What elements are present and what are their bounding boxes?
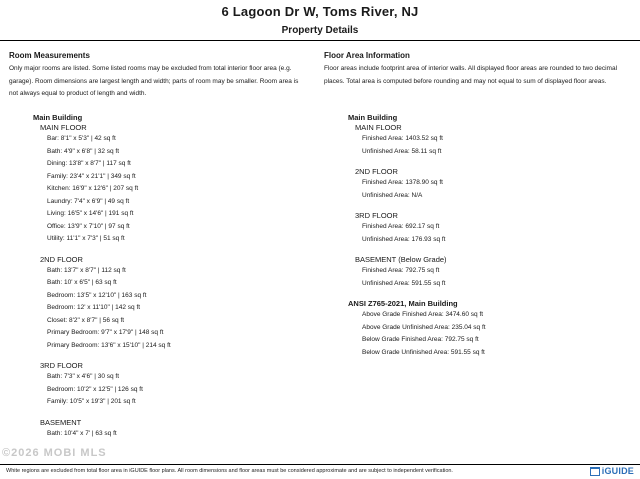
ansi-item: Below Grade Unfinished Area: 591.55 sq ft [362, 348, 485, 356]
page-subtitle: Property Details [281, 25, 359, 36]
iguide-logo [590, 465, 634, 477]
room-item: Closet: 8'2" x 8'7" | 56 sq ft [47, 316, 125, 324]
area-item: Finished Area: 692.17 sq ft [362, 223, 440, 230]
floor-area-building: Main Building [348, 113, 398, 122]
room-floor-group [33, 123, 171, 246]
room-list [33, 113, 171, 440]
ansi-item: Above Grade Finished Area: 3474.60 sq ft [362, 311, 484, 318]
area-item: Unfinished Area: 591.55 sq ft [362, 279, 446, 287]
room-item: Dining: 13'8" x 8'7" | 117 sq ft [47, 160, 131, 167]
floor-area-intro [324, 50, 634, 88]
room-item: Bath: 4'9" x 6'8" | 32 sq ft [47, 147, 120, 155]
room-item: Family: 23'4" x 21'1" | 349 sq ft [47, 172, 136, 180]
footer-disclaimer: White regions are excluded from total floor area in iGUIDE floor plans. All room dimensions and floor areas must be considered approximate and are subject to independent verification. [6, 468, 453, 474]
area-floor-group [348, 167, 486, 202]
room-item: Bedroom: 12' x 11'10" | 142 sq ft [47, 304, 141, 311]
area-floor-name: 3RD FLOOR [355, 211, 398, 220]
room-item: Bath: 13'7" x 8'7" | 112 sq ft [47, 266, 126, 274]
ansi-item: Above Grade Unfinished Area: 235.04 sq ft [362, 323, 486, 331]
room-item: Primary Bedroom: 9'7" x 17'9" | 148 sq ft [47, 329, 164, 336]
room-list-building: Main Building [33, 113, 83, 122]
header-divider [0, 40, 640, 41]
room-floor-name: MAIN FLOOR [40, 123, 87, 132]
area-floor-name: BASEMENT (Below Grade) [355, 255, 447, 264]
area-floor-name: MAIN FLOOR [355, 123, 402, 132]
area-floor-group [348, 123, 486, 158]
area-floor-name: 2ND FLOOR [355, 167, 398, 176]
room-item: Kitchen: 16'9" x 12'6" | 207 sq ft [47, 185, 139, 192]
room-floor-name: 2ND FLOOR [40, 254, 83, 264]
room-floor-name: 3RD FLOOR [40, 361, 83, 370]
area-item: Unfinished Area: N/A [362, 191, 423, 199]
room-item: Utility: 11'1" x 7'3" | 51 sq ft [47, 235, 125, 242]
footer-divider [0, 464, 640, 465]
room-floor-group [33, 418, 171, 441]
area-item: Finished Area: 792.75 sq ft [362, 267, 440, 274]
room-item: Bedroom: 13'5" x 12'10" | 163 sq ft [47, 291, 147, 299]
area-floor-group [348, 211, 486, 246]
room-item: Laundry: 7'4" x 6'9" | 49 sq ft [47, 197, 130, 205]
room-floor-group [33, 255, 171, 353]
room-item: Bar: 8'1" x 5'3" | 42 sq ft [47, 135, 116, 142]
floor-area-description: Floor areas include footprint area of interior walls. All displayed floor areas are rounded to two decimal places. Total area is computed before rounding and may not equal to sum of displayed floor areas. [324, 65, 618, 85]
room-measurements-description: Only major rooms are listed. Some listed rooms may be excluded from total interior floor area (e.g. garage). Room dimensions are largest length and width; parts of room may be smaller. Room area is not always equal to product of length and width. [9, 65, 299, 97]
ansi-item: Below Grade Finished Area: 792.75 sq ft [362, 336, 479, 343]
page-title: 6 Lagoon Dr W, Toms River, NJ [221, 4, 419, 19]
room-item: Primary Bedroom: 13'6" x 15'10" | 214 sq ft [47, 341, 171, 349]
area-item: Unfinished Area: 58.11 sq ft [362, 147, 442, 155]
room-measurements-intro [9, 50, 309, 101]
floor-area-heading: Floor Area Information [324, 51, 410, 60]
area-item: Finished Area: 1378.90 sq ft [362, 179, 443, 186]
room-floor-group [33, 361, 171, 409]
room-item: Office: 13'9" x 7'10" | 97 sq ft [47, 222, 130, 230]
room-item: Bath: 10' x 6'5" | 63 sq ft [47, 279, 117, 286]
iguide-logo-text: iGUIDE [601, 466, 634, 476]
floor-area-list [348, 113, 486, 359]
room-item: Bath: 7'3" x 4'6" | 30 sq ft [47, 373, 120, 380]
room-floor-name: BASEMENT [40, 417, 82, 427]
iguide-logo-icon [590, 467, 600, 476]
room-item: Family: 10'5" x 19'3" | 201 sq ft [47, 398, 136, 405]
room-item: Living: 16'5" x 14'6" | 191 sq ft [47, 210, 134, 217]
room-item: Bath: 10'4" x 7' | 63 sq ft [47, 429, 117, 437]
room-item: Bedroom: 10'2" x 12'5" | 126 sq ft [47, 385, 143, 393]
area-item: Finished Area: 1403.52 sq ft [362, 135, 443, 142]
area-item: Unfinished Area: 176.93 sq ft [362, 235, 446, 243]
mls-watermark: ©2026 MOBI MLS [2, 447, 107, 459]
room-measurements-heading: Room Measurements [9, 51, 90, 60]
ansi-heading: ANSI Z765-2021, Main Building [348, 299, 458, 308]
area-floor-group [348, 255, 486, 290]
